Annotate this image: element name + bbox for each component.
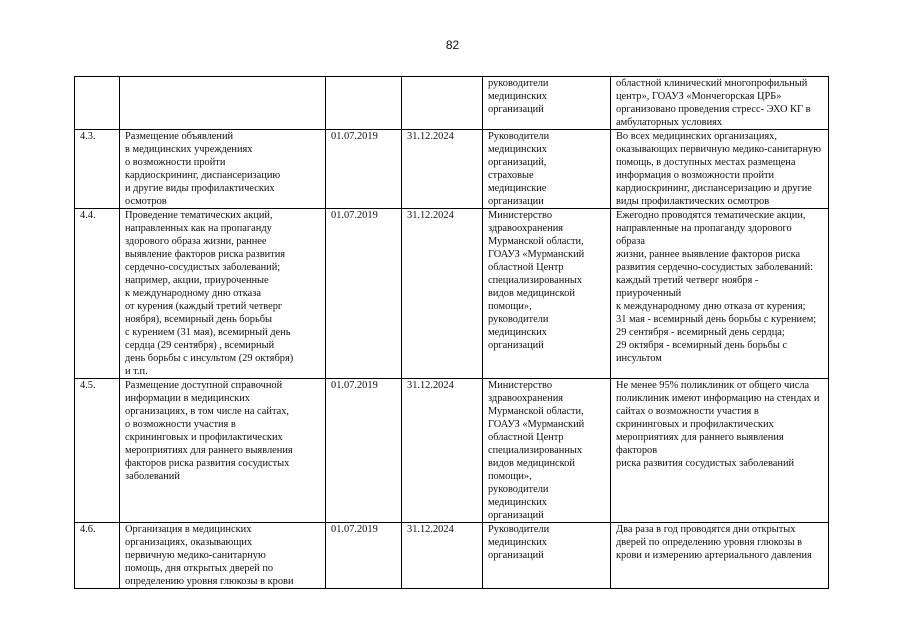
start-date-cell: 01.07.2019 [326, 523, 402, 589]
action-plan-table [74, 76, 829, 589]
item-number-cell [75, 77, 120, 130]
activity-cell [120, 77, 326, 130]
responsible-cell: Министерство здравоохранения Мурманской области, ГОАУЗ «Мурманский областной Центр специализированных видов медицинской помощи», руководители медицинских организаций [483, 209, 611, 379]
activity-cell: Организация в медицинских организациях, оказывающих первичную медико-санитарную помощь, дня открытых дверей по определению уровня глюкозы в крови [120, 523, 326, 589]
table-row [75, 523, 829, 589]
activity-cell: Проведение тематических акций, направленных как на пропаганду здорового образа жизни, раннее выявление факторов риска развития сердечно-сосудистых заболеваний; например, акции, приуроченные к международному дню отказа от курения (каждый третий четверг ноября), всемирный день борьбы с курением (31 мая), всемирный день сердца (29 сентября) , всемирный день борьбы с инсультом (29 октября) и т.п. [120, 209, 326, 379]
result-cell: областной клинический многопрофильный центр», ГОАУЗ «Мончегорская ЦРБ» организовано проведения стресс- ЭХО КГ в амбулаторных условиях [611, 77, 829, 130]
page-number: 82 [445, 38, 460, 52]
result-cell: Ежегодно проводятся тематические акции, направленные на пропаганду здорового образа жизни, раннее выявление факторов риска развития сердечно-сосудистых заболеваний: каждый третий четверг ноября - приуроченный к международному дню отказа от курения; 31 мая - всемирный день борьбы с курением; 29 сентября - всемирный день сердца; 29 октября - всемирный день борьбы с инсультом [611, 209, 829, 379]
start-date-cell: 01.07.2019 [326, 379, 402, 523]
end-date-cell: 31.12.2024 [402, 130, 483, 209]
result-cell: Не менее 95% поликлиник от общего числа поликлиник имеют информацию на стендах и сайтах о возможности участия в скрининговых и профилактических мероприятиях для раннего выявления факторов риска развития сосудистых заболеваний [611, 379, 829, 523]
table-row [75, 130, 829, 209]
end-date-cell [402, 77, 483, 130]
start-date-cell: 01.07.2019 [326, 130, 402, 209]
start-date-cell: 01.07.2019 [326, 209, 402, 379]
result-cell: Два раза в год проводятся дни открытых дверей по определению уровня глюкозы в крови и измерению артериального давления [611, 523, 829, 589]
result-cell: Во всех медицинских организациях, оказывающих первичную медико-санитарную помощь, в доступных местах размещена информация о возможности пройти кардиоскрининг, диспансеризацию и другие виды профилактических осмотров [611, 130, 829, 209]
table-row [75, 209, 829, 379]
start-date-cell [326, 77, 402, 130]
table-row [75, 77, 829, 130]
responsible-cell: Руководители медицинских организаций, страховые медицинские организации [483, 130, 611, 209]
responsible-cell: Министерство здравоохранения Мурманской области, ГОАУЗ «Мурманский областной Центр специализированных видов медицинской помощи», руководители медицинских организаций [483, 379, 611, 523]
end-date-cell: 31.12.2024 [402, 209, 483, 379]
table-row [75, 379, 829, 523]
end-date-cell: 31.12.2024 [402, 523, 483, 589]
item-number-cell: 4.4. [75, 209, 120, 379]
end-date-cell: 31.12.2024 [402, 379, 483, 523]
responsible-cell: руководители медицинских организаций [483, 77, 611, 130]
responsible-cell: Руководители медицинских организаций [483, 523, 611, 589]
item-number-cell: 4.6. [75, 523, 120, 589]
item-number-cell: 4.3. [75, 130, 120, 209]
item-number-cell: 4.5. [75, 379, 120, 523]
activity-cell: Размещение доступной справочной информации в медицинских организациях, в том числе на сайтах, о возможности участия в скрининговых и профилактических мероприятиях для раннего выявления факторов риска развития сосудистых заболеваний [120, 379, 326, 523]
activity-cell: Размещение объявлений в медицинских учреждениях о возможности пройти кардиоскрининг, диспансеризацию и другие виды профилактических осмотров [120, 130, 326, 209]
